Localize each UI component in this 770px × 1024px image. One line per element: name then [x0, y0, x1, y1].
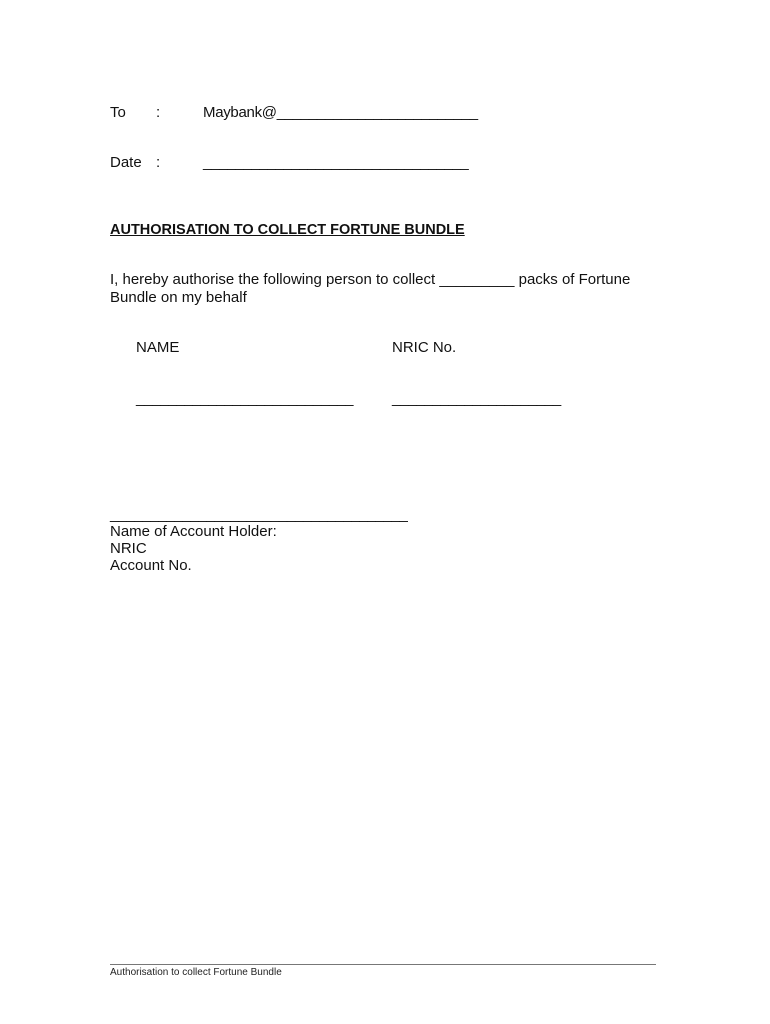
document-title: AUTHORISATION TO COLLECT FORTUNE BUNDLE [110, 222, 465, 238]
to-value-field: Maybank@_________________________ [203, 104, 478, 121]
account-number-label: Account No. [110, 557, 192, 574]
nric-blank-line: _____________________ [392, 390, 561, 407]
account-holder-nric-label: NRIC [110, 540, 147, 557]
authorisation-statement: I, hereby authorise the following person to collect _________ packs of Fortune Bundle on my behalf [110, 271, 631, 306]
date-label: Date [110, 154, 142, 171]
date-colon: : [156, 154, 161, 171]
account-holder-label: Name of Account Holder: [110, 523, 277, 540]
name-column-header: NAME [136, 339, 180, 356]
footer-divider [110, 964, 656, 965]
signature-line: _____________________________________ [110, 506, 408, 523]
date-value-field: _________________________________ [203, 154, 469, 171]
to-colon: : [156, 104, 161, 121]
name-blank-line: ___________________________ [136, 390, 354, 407]
nric-column-header: NRIC No. [392, 339, 457, 356]
to-label: To [110, 104, 126, 121]
footer-text: Authorisation to collect Fortune Bundle [110, 967, 282, 978]
